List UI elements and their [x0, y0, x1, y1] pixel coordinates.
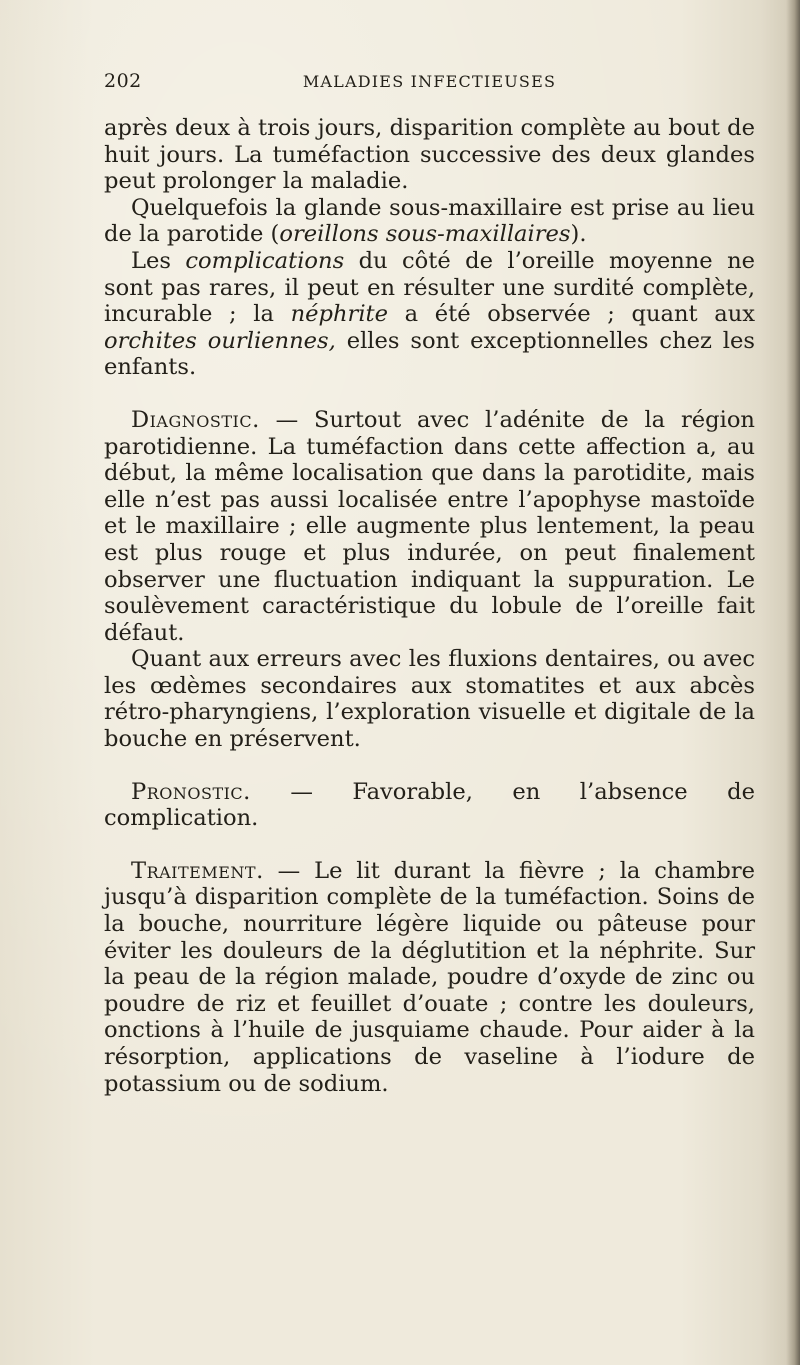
italic-term: complications [185, 247, 345, 274]
page-edge-shadow [786, 0, 800, 1365]
paragraph-text: — Le lit durant la fièvre ; la chambre jusqu’à disparition complète de la tuméfaction. Soins de la bouche, nourriture légère liquide ou pâteuse pour éviter les douleurs de la déglutition et la néphrite. Sur la peau de la région malade, poudre d’oxyde de zinc ou poudre de riz et feuillet d’ouate ; contre les douleurs, onctions à l’huile de jusquiame chaude. Pour aider à la résorption, applications de vaseline à l’iodure de potassium ou de sodium. [104, 857, 755, 1097]
paragraph-text: — Favorable, en l’absence de complication. [104, 778, 755, 832]
paragraph-sous-maxillaire [104, 195, 755, 248]
section-traitement [104, 858, 755, 1097]
paragraph-text: elles sont exceptionnelles chez les enfants. [104, 327, 755, 381]
paragraph-text: Quelquefois la glande sous-maxillaire est prise au lieu de la parotide ( [104, 194, 755, 248]
section-diagnostic [104, 407, 755, 646]
paragraph-text: après deux à trois jours, disparition complète au bout de huit jours. La tuméfaction successive des deux glandes peut prolonger la maladie. [104, 115, 755, 195]
section-heading-traitement: Traitement. [131, 857, 264, 884]
section-heading-diagnostic: Diagnostic. [131, 406, 260, 433]
paragraph-complications [104, 248, 755, 381]
italic-term: orchites ourliennes, [104, 327, 336, 354]
page-header [104, 70, 755, 98]
running-head: MALADIES INFECTIEUSES [302, 72, 557, 91]
paragraph-text: ). [570, 221, 587, 248]
body-text [104, 115, 755, 1097]
paragraph-text: du côté de l’oreille moyenne ne sont pas rares, il peut en résulter une surdité complète, incurable ; la [104, 247, 755, 328]
italic-term: néphrite [290, 301, 388, 328]
section-heading-pronostic: Pronostic. [131, 778, 251, 805]
paragraph-continuation [104, 115, 755, 195]
italic-term: oreillons sous-maxillaires [279, 221, 571, 248]
page-number: 202 [104, 70, 142, 92]
paragraph-text: Quant aux erreurs avec les fluxions dentaires, ou avec les œdèmes secondaires aux stomatites et aux abcès rétro-pharyngiens, l’exploration visuelle et digitale de la bouche en préservent. [104, 646, 755, 753]
paragraph-text: Les [131, 247, 186, 274]
paragraph-text: — Surtout avec l’adénite de la région parotidienne. La tuméfaction dans cette affection a, au début, la même localisation que dans la parotidite, mais elle n’est pas aussi localisée entre l’apophyse mastoïde et le maxillaire ; elle augmente plus lentement, la peau est plus rouge et plus indurée, on peut finalement observer une fluctuation indiquant la suppuration. Le soulèvement caractéristique du lobule de l’oreille fait défaut. [104, 406, 755, 646]
paragraph-text: a été observée ; quant aux [388, 301, 756, 328]
paragraph-erreurs [104, 646, 755, 752]
section-pronostic [104, 779, 755, 832]
